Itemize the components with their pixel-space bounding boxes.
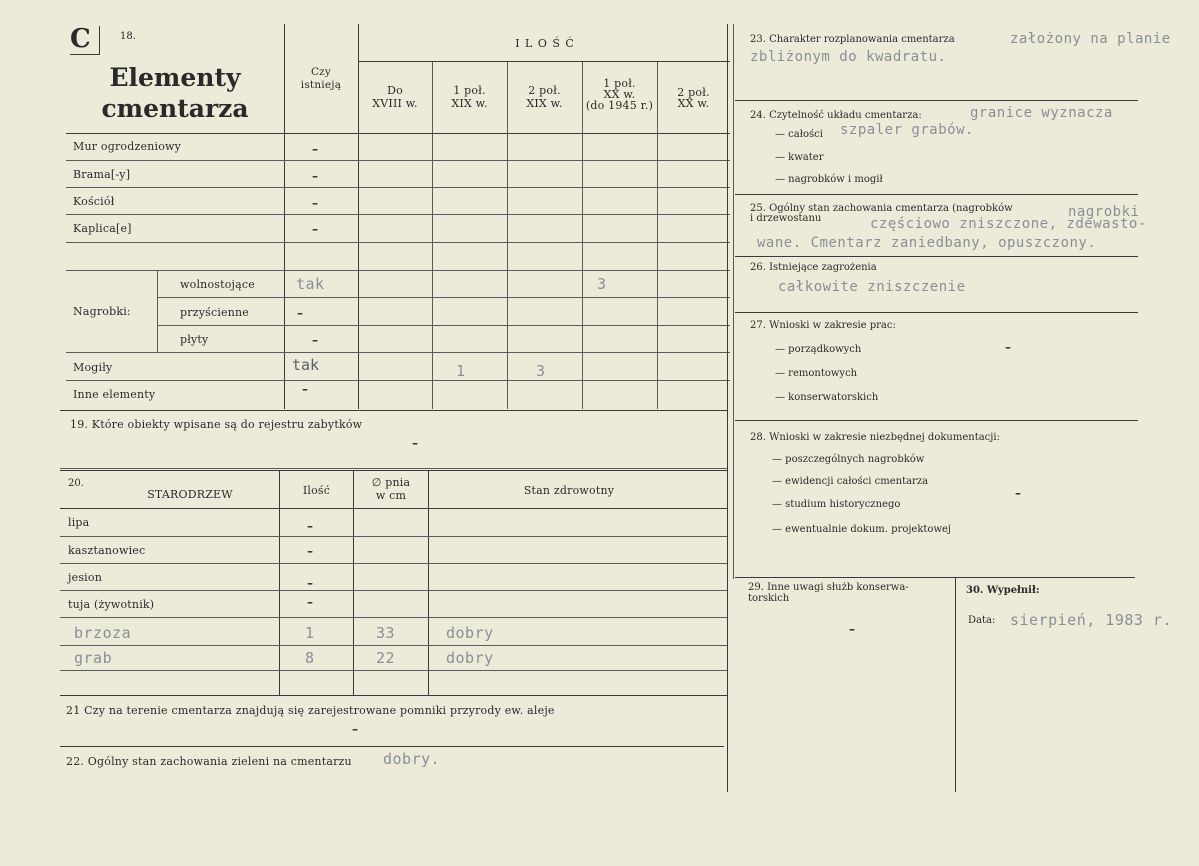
q25-answer-1: częściowo zniszczone, zdewasto-	[870, 216, 1147, 232]
tree-stan-grab: dobry	[446, 649, 494, 667]
inne-czy: –	[302, 382, 308, 396]
q23-label: 23. Charakter rozplanowania cmentarza	[750, 34, 955, 45]
tree-stan-brzoza: dobry	[446, 624, 494, 642]
element-czy-kaplica: –	[312, 222, 318, 236]
tree-row-kasztanowiec: kasztanowiec	[68, 544, 146, 557]
q28-label: 28. Wnioski w zakresie niezbędnej dokumentacji:	[750, 432, 1000, 443]
mogily-label: Mogiły	[73, 361, 113, 374]
q24-calosci: — całości	[775, 129, 823, 140]
tree-ilosc-lipa: –	[307, 519, 313, 533]
element-czy-brama: –	[312, 169, 318, 183]
q27-answer: –	[1005, 340, 1011, 354]
nagrobki-czy-plyty: –	[312, 333, 318, 347]
starodrzew-stan-header: Stan zdrowotny	[523, 484, 615, 497]
nagrobki-row-przyscienne: przyścienne	[180, 306, 250, 319]
tree-row-grab: grab	[74, 649, 113, 667]
period-header-2: 1 poł. XIX w.	[451, 84, 488, 110]
q24-answer-1: granice wyznacza	[970, 105, 1113, 121]
q22-label: 22. Ogólny stan zachowania zieleni na cmentarzu	[66, 755, 352, 768]
q23-answer-2: zbliżonym do kwadratu.	[750, 49, 947, 65]
q25-answer-0: nagrobki	[1068, 204, 1140, 220]
nagrobki-czy-przyscienne: –	[297, 306, 303, 320]
tree-pnia-grab: 22	[376, 649, 396, 667]
q29-label: 29. Inne uwagi służb konserwa- torskich	[748, 582, 909, 604]
q25-answer-2: wane. Cmentarz zaniedbany, opuszczony.	[757, 235, 1097, 251]
tree-row-tuja: tuja (żywotnik)	[68, 598, 155, 611]
starodrzew-pnia-header: ∅ pnia w cm	[371, 476, 411, 502]
element-czy-kosciol: –	[312, 196, 318, 210]
mogily-v2: 1	[456, 362, 466, 380]
q27-item-porzadkowych: — porządkowych	[775, 344, 862, 355]
nagrobki-row-wolnostojace: wolnostojące	[180, 278, 255, 291]
element-czy-mur: –	[312, 142, 318, 156]
q28-item-projektowej: — ewentualnie dokum. projektowej	[772, 524, 952, 535]
q24-label: 24. Czytelność układu cmentarza:	[750, 110, 922, 121]
q28-item-ewidencji: — ewidencji całości cmentarza	[772, 476, 929, 487]
q19-label: 19. Które obiekty wpisane są do rejestru zabytków	[70, 418, 363, 431]
q24-nagrobkow: — nagrobków i mogił	[775, 174, 883, 185]
column-header-czy: Czy istnieją	[300, 66, 342, 91]
period-header-3: 2 poł. XIX w.	[526, 84, 563, 110]
q26-answer: całkowite zniszczenie	[778, 279, 966, 295]
nagrobki-label: Nagrobki:	[73, 305, 131, 318]
q24-answer-2: szpaler grabów.	[840, 122, 974, 138]
section-number: 18.	[120, 31, 136, 42]
element-row-kosciol: Kościół	[73, 195, 115, 208]
tree-row-lipa: lipa	[68, 516, 90, 529]
element-row-brama: Brama[-y]	[73, 168, 131, 181]
tree-row-brzoza: brzoza	[74, 624, 132, 642]
period-header-1: Do XVIII w.	[372, 84, 418, 110]
column-header-ilosc: I L O Ś Ć	[515, 37, 575, 50]
q25-label-1: 25. Ogólny stan zachowania cmentarza (nagrobków	[750, 203, 1013, 214]
q30-label: 30. Wypełnił:	[966, 585, 1040, 596]
inne-label: Inne elementy	[73, 388, 156, 401]
tree-ilosc-brzoza: 1	[305, 624, 315, 642]
starodrzew-ilosc-header: Ilość	[302, 484, 331, 497]
mogily-v3: 3	[536, 362, 546, 380]
q25-label-2: i drzewostanu	[750, 213, 822, 224]
page-title	[90, 62, 260, 124]
element-row-kaplica: Kaplica[e]	[73, 222, 132, 235]
q21-label: 21 Czy na terenie cmentarza znajdują się zarejestrowane pomniki przyrody ew. aleje	[66, 704, 555, 717]
nagrobki-czy-wolnostojace: tak	[296, 275, 325, 293]
q30-data-value: sierpień, 1983 r.	[1010, 611, 1173, 629]
q24-kwater: — kwater	[775, 152, 824, 163]
starodrzew-title: STARODRZEW	[147, 488, 233, 501]
q28-item-nagrobkow: — poszczególnych nagrobków	[772, 454, 925, 465]
q22-answer: dobry.	[383, 750, 441, 768]
q28-item-studium: — studium historycznego	[772, 499, 901, 510]
q29-answer: –	[849, 622, 855, 636]
q27-label: 27. Wnioski w zakresie prac:	[750, 320, 896, 331]
q28-answer: –	[1015, 486, 1021, 500]
tree-ilosc-tuja: –	[307, 595, 313, 609]
q23-answer-1: założony na planie	[1010, 31, 1171, 47]
section-code: C	[70, 24, 91, 54]
tree-ilosc-grab: 8	[305, 649, 315, 667]
nagrobki-row-plyty: płyty	[180, 333, 209, 346]
q20-number: 20.	[68, 478, 84, 489]
tree-pnia-brzoza: 33	[376, 624, 396, 642]
tree-ilosc-jesion: –	[307, 576, 313, 590]
period-header-5: 2 poł. XX w.	[677, 86, 710, 110]
q27-item-remontowych: — remontowych	[775, 368, 858, 379]
period-header-4: 1 poł. XX w. (do 1945 r.)	[585, 77, 654, 112]
mogily-czy: tak	[292, 356, 320, 374]
q30-data-label: Data:	[968, 615, 996, 626]
tree-ilosc-kasztanowiec: –	[307, 544, 313, 558]
element-row-mur: Mur ogrodzeniowy	[73, 140, 182, 153]
q27-item-konserwatorskich: — konserwatorskich	[775, 392, 879, 403]
q21-answer: –	[352, 722, 358, 736]
tree-row-jesion: jesion	[68, 571, 102, 584]
q19-answer: –	[412, 436, 418, 450]
nagrobki-v4-wolnostojace: 3	[597, 275, 607, 293]
title-line-2: cmentarza	[101, 94, 249, 123]
title-line-1: Elementy	[109, 63, 241, 92]
q26-label: 26. Istniejące zagrożenia	[750, 262, 877, 273]
